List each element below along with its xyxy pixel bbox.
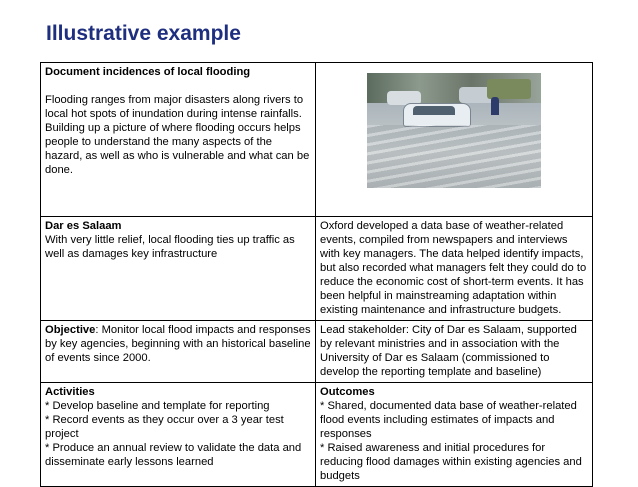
stakeholder-cell — [316, 321, 593, 383]
list-item: * Shared, documented data base of weather-related flood events including estimates of impacts and responses — [320, 400, 577, 440]
table-row — [41, 321, 593, 383]
list-item: * Raised awareness and initial procedures for reducing flood damages within existing agencies and budgets — [320, 442, 582, 482]
table-row — [41, 63, 593, 217]
cell-heading: Objective — [45, 324, 96, 336]
flooded-street-photo — [367, 73, 541, 188]
list-item: * Record events as they occur over a 3 year test project — [45, 414, 284, 440]
table-row — [41, 217, 593, 321]
photo-cell — [316, 63, 593, 217]
page-title: Illustrative example — [46, 22, 241, 45]
table-row — [41, 383, 593, 487]
cell-heading: Document incidences of local flooding — [45, 66, 251, 78]
cell-heading: Outcomes — [320, 386, 375, 398]
outcomes-cell — [316, 383, 593, 487]
cell-text: : Monitor local flood impacts and responses by key agencies, beginning with an historical baseline of events since 2000. — [45, 324, 311, 364]
cell-heading: Activities — [45, 386, 95, 398]
cell-heading: Dar es Salaam — [45, 220, 122, 232]
cell-text: Flooding ranges from major disasters along rivers to local hot spots of inundation during intense rainfalls. Building up a picture of where flooding occurs helps people to understand the many aspects of the hazard, as well as who is vulnerable and what can be done. — [45, 94, 310, 176]
cell-text: Oxford developed a data base of weather-related events, compiled from newspapers and interviews with key managers. The data helped identify impacts, but also recorded what managers felt they could do to reduce the economic cost of short-term events. It has been helpful in mainstreaming adaptation within existing maintenance and infrastructure budgets. — [320, 220, 587, 316]
list-item: * Produce an annual review to validate the data and disseminate early lessons learned — [45, 442, 302, 468]
oxford-database-cell — [316, 217, 593, 321]
dar-es-salaam-cell — [41, 217, 316, 321]
example-table — [40, 62, 593, 487]
activities-cell — [41, 383, 316, 487]
flooding-description-cell — [41, 63, 316, 217]
list-item: * Develop baseline and template for reporting — [45, 400, 270, 412]
objective-cell — [41, 321, 316, 383]
cell-text: With very little relief, local flooding ties up traffic as well as damages key infrastructure — [45, 234, 295, 260]
cell-text: Lead stakeholder: City of Dar es Salaam, supported by relevant ministries and in association with the University of Dar es Salaam (commissioned to develop the reporting template and baseline) — [320, 324, 577, 378]
